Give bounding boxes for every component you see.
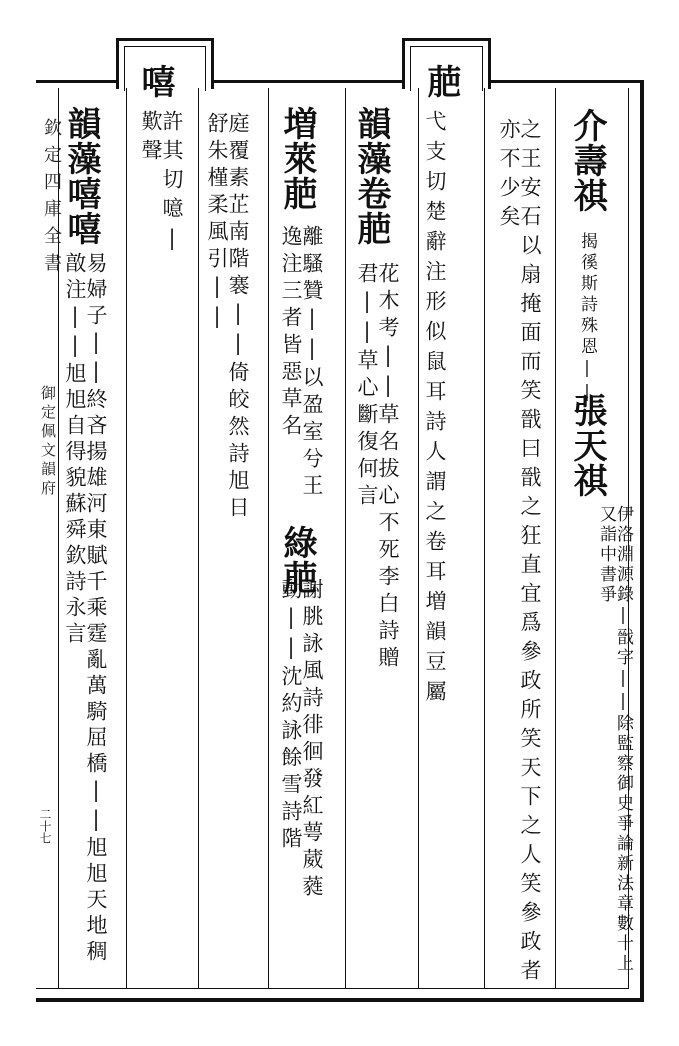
column-rule [198, 88, 199, 988]
top-rule-left [36, 80, 116, 83]
entry-heading: 張天祺 [567, 393, 607, 498]
edge-title: 欽定四庫全書 [41, 118, 62, 280]
edge-book-title: 御定佩文韻府 [39, 385, 57, 499]
entry-heading: 綠萉 [277, 525, 317, 595]
entry-text: 揭徯斯詩殊恩|| [577, 232, 597, 406]
column-rule [418, 88, 419, 988]
top-rule-mid [210, 80, 402, 83]
page-number: 二十七 [38, 808, 52, 844]
entry-heading: 介壽祺 [567, 108, 607, 213]
top-rule-right [485, 80, 640, 83]
rhyme-character: 嘻 [135, 64, 175, 99]
column-rule [484, 88, 485, 988]
entry-text: 許其切噫|歎聲 [139, 110, 184, 258]
entry-text: 謝朓詠風詩徘徊發紅萼葳蕤動||沈約詠餘雪詩階 [279, 578, 324, 902]
entry-heading: 増萊萉 [277, 106, 317, 211]
column-rule [268, 88, 269, 988]
rhyme-character: 萉 [421, 64, 461, 99]
entry-heading: 韻藻卷萉 [351, 106, 391, 246]
entry-text: 易婦子||終吝揚雄河東賦千乘霆亂萬騎屈橋||旭旭天地稠㪟注||旭旭自得貌蘇舜欽詩永言 [63, 252, 108, 966]
entry-text: 花木考||草名拔心不死李白詩贈君||草心斷復何言 [355, 262, 400, 673]
entry-heading: 韻藻嘻嘻 [61, 106, 101, 246]
column-rule [555, 88, 556, 988]
entry-text: 弋支切楚辭注形似鼠耳詩人謂之卷耳増韻豆屬 [423, 110, 447, 710]
entry-text: 伊洛淵源錄|戩字||除監察御史爭論新法章數十上又詣中書爭 [596, 505, 633, 974]
column-rule [126, 88, 127, 988]
entry-text: 離騷贊||以盈室兮王逸注三者皆惡草名 [279, 225, 324, 501]
entry-text: 之王安石以扇掩面而笑戩曰戩之狂直宜爲參政所笑天下之人笑參政者亦不少矣 [497, 118, 542, 988]
entry-text: 庭覆素芷南階褰||倚皎然詩旭日舒朱槿柔風引|| [205, 112, 250, 523]
column-rule [345, 88, 346, 988]
